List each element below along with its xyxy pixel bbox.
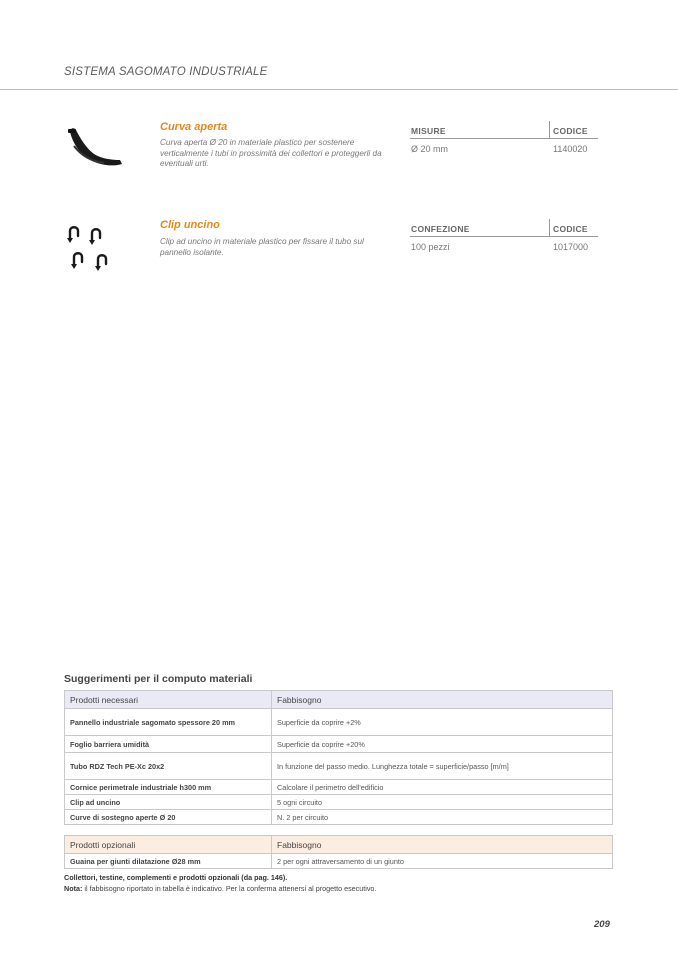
notes-line: Collettori, testine, complementi e prodotti opzionali (da pag. 146). — [64, 873, 288, 882]
product-cell: Cornice perimetrale industriale h300 mm — [65, 780, 272, 795]
table-row — [65, 810, 613, 825]
required-products-table — [64, 690, 613, 825]
nota-label: Nota: — [64, 883, 83, 893]
table-header: Fabbisogno — [272, 691, 613, 709]
table-row — [65, 709, 613, 736]
notes — [64, 873, 624, 894]
curved-pipe-holder-image — [64, 124, 128, 170]
code-value: 1140020 — [553, 144, 588, 154]
product-cell: Clip ad uncino — [65, 795, 272, 810]
section-title: SISTEMA SAGOMATO INDUSTRIALE — [64, 66, 268, 78]
product-cell: Curve di sostegno aperte Ø 20 — [65, 810, 272, 825]
spec-label: CONFEZIONE — [411, 224, 470, 234]
product-cell: Foglio barriera umidità — [65, 736, 272, 753]
table-row — [65, 854, 613, 869]
header-divider — [0, 89, 678, 90]
table-row — [65, 736, 613, 753]
spec-divider — [549, 219, 550, 237]
page-number: 209 — [594, 919, 610, 930]
spec-rule — [410, 236, 598, 237]
table-row — [65, 780, 613, 795]
product-title: Clip uncino — [160, 219, 220, 231]
spec-divider — [549, 121, 550, 139]
need-cell: Superficie da coprire +20% — [272, 736, 613, 753]
need-cell: 5 ogni circuito — [272, 795, 613, 810]
product-description: Curva aperta Ø 20 in materiale plastico per sostenere verticalmente i tubi in prossimità dei collettori e proteggerli da eventuali urti. — [160, 138, 382, 168]
product-title: Curva aperta — [160, 121, 228, 133]
code-label: CODICE — [553, 224, 588, 234]
hook-clips-image — [64, 222, 128, 272]
product-cell: Tubo RDZ Tech PE-Xc 20x2 — [65, 753, 272, 780]
optional-products-table — [64, 835, 613, 869]
need-cell: Calcolare il perimetro dell'edificio — [272, 780, 613, 795]
spec-value: 100 pezzi — [411, 242, 450, 252]
need-cell: 2 per ogni attraversamento di un giunto — [272, 854, 613, 869]
suggestions-title: Suggerimenti per il computo materiali — [64, 673, 253, 685]
table-header: Prodotti opzionali — [65, 836, 272, 854]
code-value: 1017000 — [553, 242, 589, 252]
product-cell: Guaina per giunti dilatazione Ø28 mm — [65, 854, 272, 869]
table-header: Prodotti necessari — [65, 691, 272, 709]
table-row — [65, 795, 613, 810]
need-cell: N. 2 per circuito — [272, 810, 613, 825]
need-cell: Superficie da coprire +2% — [272, 709, 613, 736]
code-label: CODICE — [553, 126, 588, 136]
table-row — [65, 753, 613, 780]
need-cell: In funzione del passo medio. Lunghezza totale = superficie/passo [m/m] — [272, 753, 613, 780]
spec-value: Ø 20 mm — [411, 144, 449, 154]
product-description: Clip ad uncino in materiale plastico per fissare il tubo sul pannello isolante. — [160, 237, 364, 257]
spec-label: MISURE — [411, 126, 446, 136]
product-cell: Pannello industriale sagomato spessore 20 mm — [65, 709, 272, 736]
nota-text: il fabbisogno riportato in tabella è indicativo. Per la conferma attenersi al progetto esecutivo. — [82, 883, 377, 893]
table-header: Fabbisogno — [272, 836, 613, 854]
spec-rule — [410, 138, 598, 139]
